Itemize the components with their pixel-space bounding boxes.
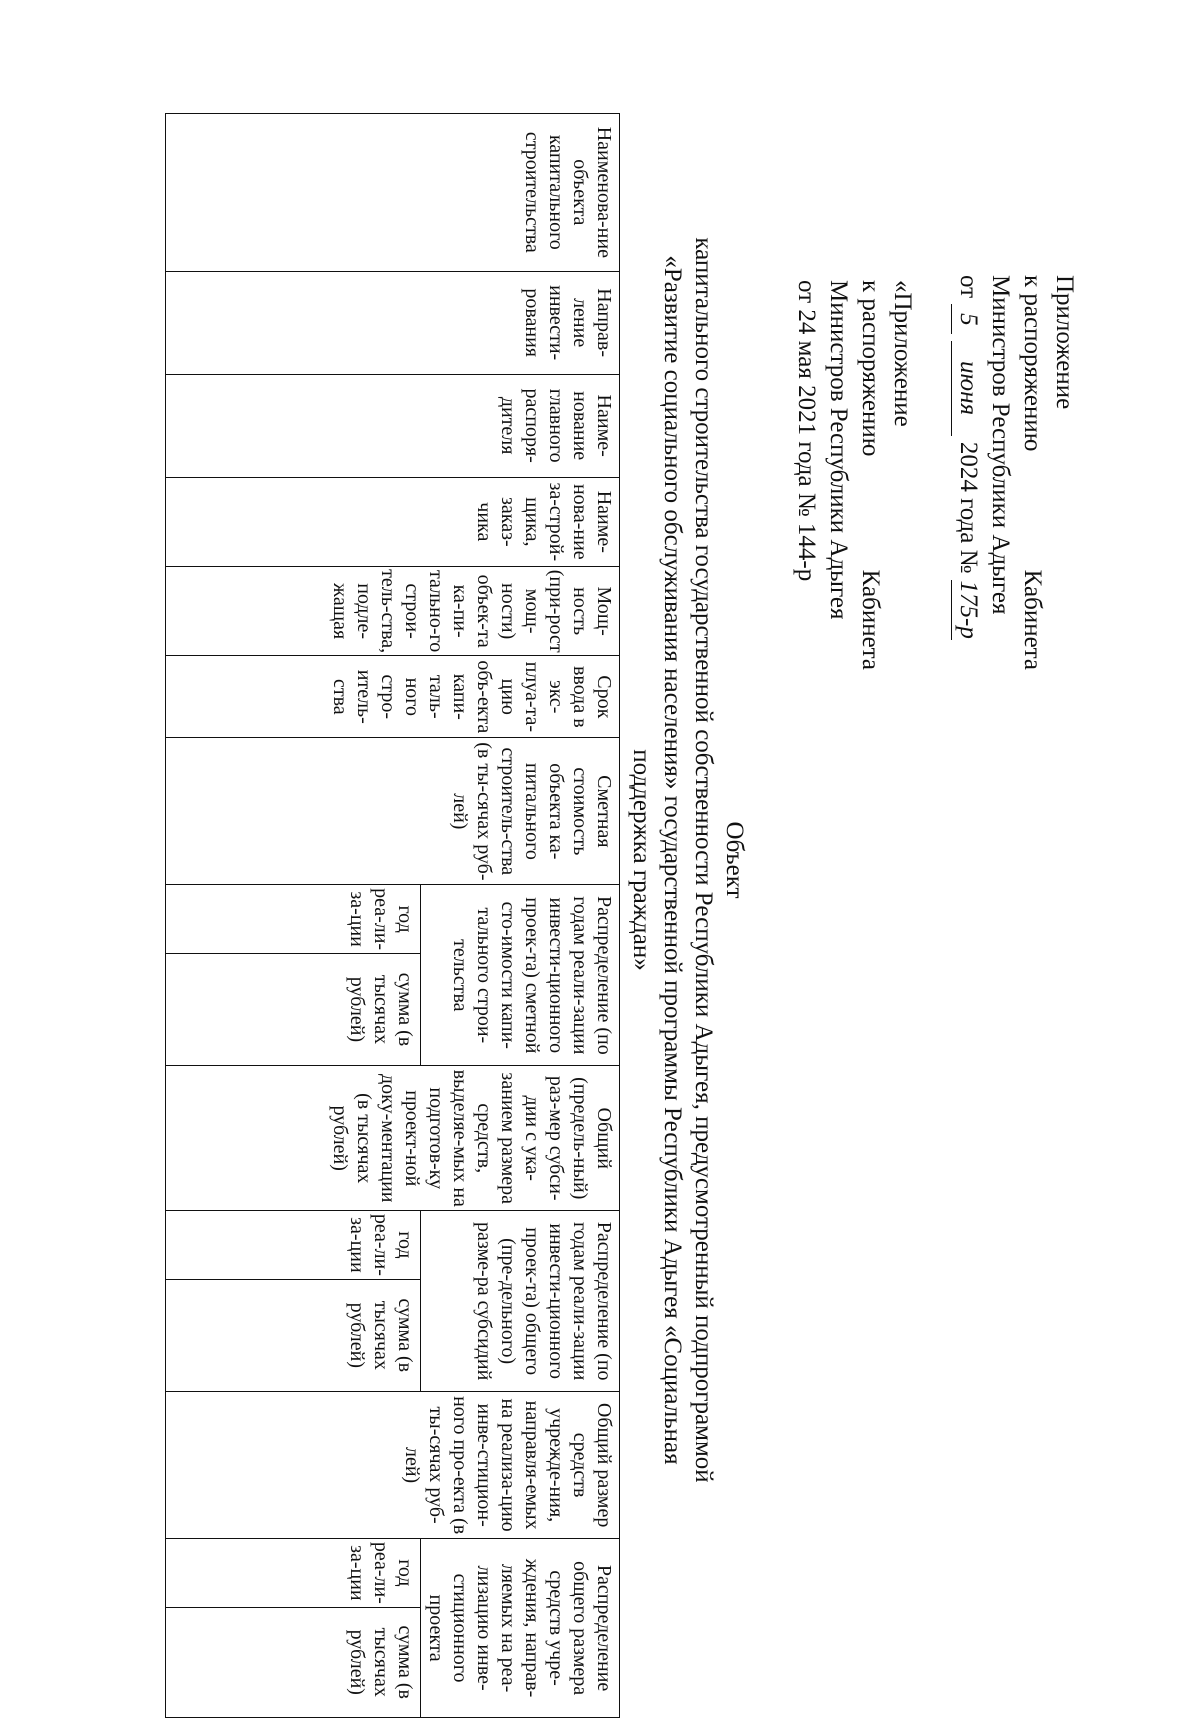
title-line-4: поддержка граждан» [628,749,655,971]
appendix-header-current [951,275,1080,670]
col-estimated-cost: Сметная стоимость объекта ка-питального строитель-ства (в ты-сячах руб-лей) [166,738,620,885]
appendix-date-line: от 5 июня 2024 года № 175-р [951,275,984,670]
col-chief-manager: Наиме-нование главного распоря-дителя [166,374,620,477]
appendix-label: Приложение [1051,275,1078,410]
date-year: 2024 года [955,441,982,544]
title-object: Объект [721,821,748,899]
appendix-to-order: к распоряжению [1019,275,1046,452]
col-capacity: Мощ-ность (при-рост мощ-ности) объек-та ка-пи-тально-го строи-тель-ства, подле-жащая [166,566,620,655]
date-month: июня [951,341,984,436]
sub-year-subsidy: год реа-ли-за-ции [166,1211,421,1279]
sub-year-cost: год реа-ли-за-ции [166,885,421,953]
document-title [626,80,750,1640]
prev-date-line: от 24 мая 2021 года № 144-р [793,280,820,582]
col-commissioning-date: Срок ввода в экс-плуа-та-цию объ-екта капи-таль-ного стро-итель-ства [166,656,620,738]
col-investment-direction: Направ-ление инвести-рования [166,271,620,374]
appendix-header-previous [790,280,918,670]
appendix-cabinet: Кабинета [1019,569,1046,670]
col-subsidy-distribution: Распределение (по годам реали-зации инвести-ционного проек-та) общего (пре-дельного) разме-ра субсидий [421,1211,620,1392]
prev-appendix-label: «Приложение [889,280,916,427]
col-developer: Наиме-нова-ние за-строй-щика, заказ-чика [166,477,620,566]
investment-table [165,113,620,1718]
col-institution-distribution: Распределение общего размера средств учре-ждения, направ-ляемых на реа-лизацию инве-стиционного проекта [421,1539,620,1718]
col-object-name: Наименова-ние объекта капитального строительства [166,114,620,272]
order-number: 175-р [951,580,984,640]
prev-ministers: Министров Республики Адыгея [825,280,852,620]
sub-sum-subsidy: сумма (в тысячах рублей) [166,1279,421,1391]
appendix-ministers: Министров Республики Адыгея [987,275,1014,615]
title-line-2: капитального строительства государственной собственности Республики Адыгея, предусмотренный подпрограммой [690,237,717,1483]
col-cost-distribution: Распределение (по годам реали-зации инвести-ционного проек-та) сметной сто-имости капи-тального строи-тельства [421,885,620,1066]
sub-sum-institution: сумма (в тысячах рублей) [166,1607,421,1718]
col-institution-funds: Общий размер средств учрежде-ния, направля-емых на реализа-цию инве-стицион-ного про-екта (в ты-сячах руб-лей) [166,1392,620,1539]
prev-cabinet: Кабинета [857,569,884,670]
sub-year-institution: год реа-ли-за-ции [166,1539,421,1607]
date-day: 5 [951,304,984,334]
col-subsidy-total: Общий (предель-ный) раз-мер субси-дии с ука-занием размера средств, выделяе-мых на подготов-ку проект-ной доку-ментации (в тысячах рублей) [166,1066,620,1211]
sub-sum-cost: сумма (в тысячах рублей) [166,953,421,1065]
title-line-3: «Развитие социального обслуживания населения» государственной программы Республики Адыгея «Социальная [659,255,686,1465]
prev-to-order: к распоряжению [857,280,884,457]
